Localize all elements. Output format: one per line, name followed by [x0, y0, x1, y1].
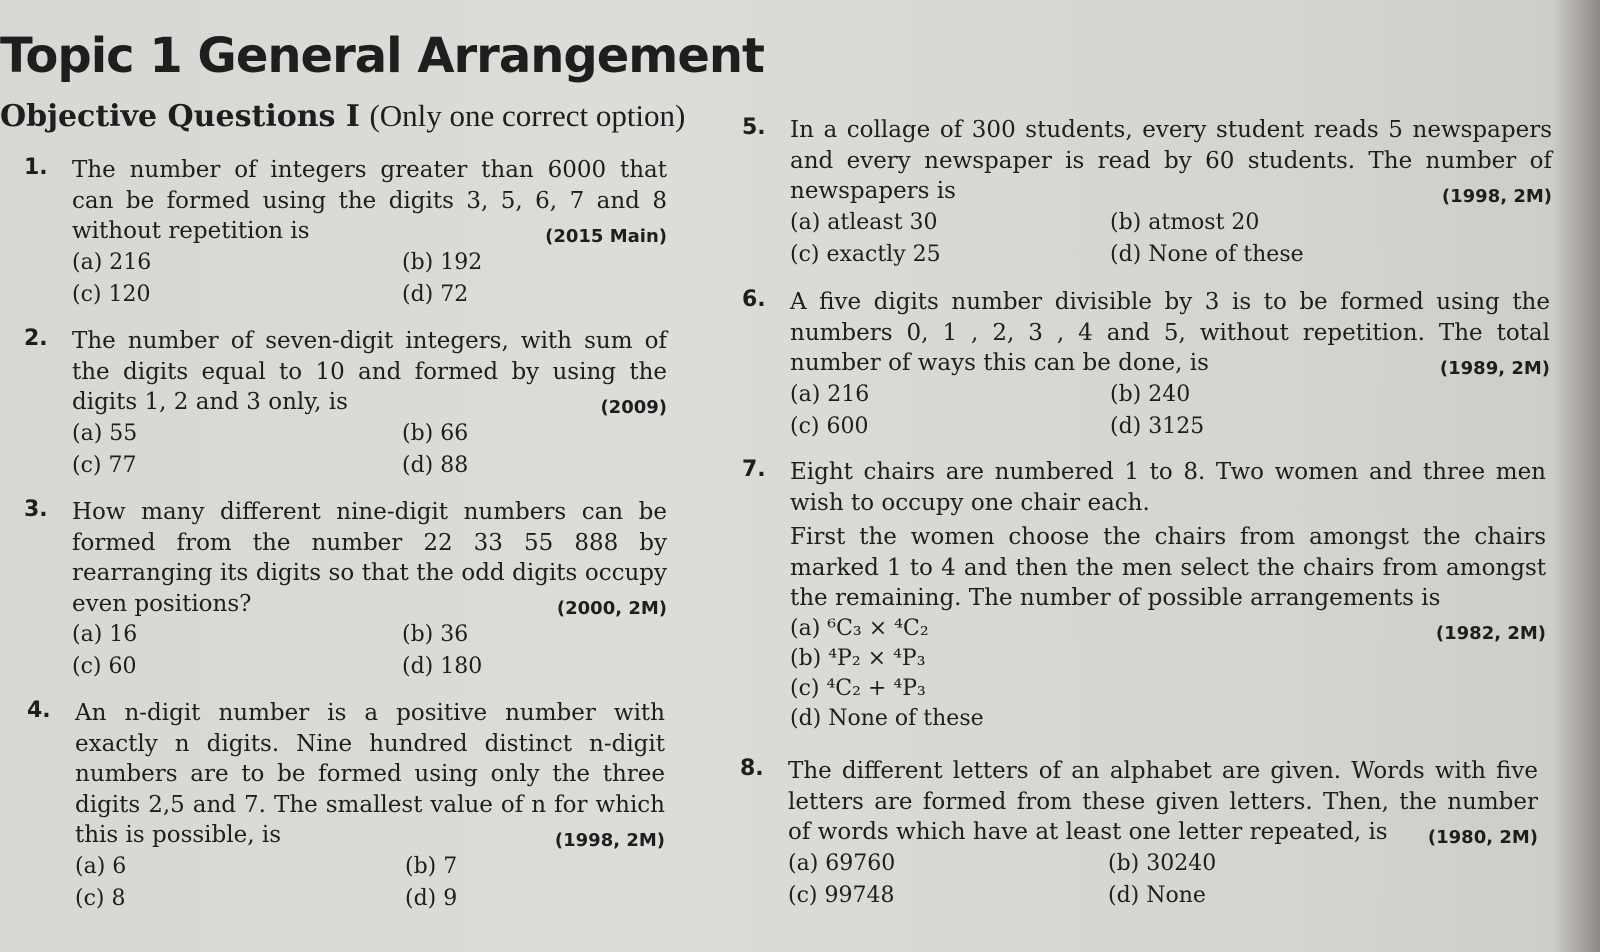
- question-2: [24, 326, 667, 482]
- option-b[interactable]: (b) 66: [402, 420, 469, 446]
- question-3: [24, 497, 667, 683]
- option-c[interactable]: (c) 120: [72, 281, 151, 307]
- options: [788, 848, 1538, 912]
- question-text: [790, 287, 1550, 379]
- question-year: (2000, 2M): [556, 598, 667, 619]
- option-c[interactable]: (c) 8: [75, 885, 126, 911]
- option-b[interactable]: (b) 192: [402, 249, 483, 275]
- question-6: [742, 287, 1550, 443]
- option-a[interactable]: (a) 216: [72, 249, 152, 275]
- option-c[interactable]: (c) exactly 25: [790, 241, 941, 267]
- option-c[interactable]: (c) 77: [72, 452, 137, 478]
- topic-title: Topic 1 General Arrangement: [0, 28, 764, 84]
- question-year: (2009): [600, 396, 667, 418]
- question-text: [75, 698, 665, 851]
- option-a[interactable]: (a) ⁶C₃ × ⁴C₂: [790, 615, 929, 641]
- option-c[interactable]: (c) ⁴C₂ + ⁴P₃: [790, 675, 926, 701]
- question-text-continued: First the women choose the chairs from amongst the chairs marked 1 to 4 and then the men select the chairs from amongst the remaining. The number of possible arrangements is: [790, 524, 1546, 611]
- question-year: (1989, 2M): [1439, 357, 1550, 379]
- question-7: [742, 457, 1546, 734]
- option-d[interactable]: (d) 9: [405, 885, 458, 911]
- option-b[interactable]: (b) 30240: [1108, 850, 1217, 876]
- option-b[interactable]: (b) 36: [402, 622, 469, 647]
- option-c[interactable]: (c) 99748: [788, 882, 895, 908]
- option-d[interactable]: (d) 72: [402, 281, 469, 307]
- options: [72, 247, 667, 311]
- option-b[interactable]: (b) atmost 20: [1110, 209, 1260, 235]
- question-number: 6.: [742, 287, 766, 312]
- question-body: In a collage of 300 students, every student reads 5 newspapers and every newspaper is read by 60 students. The number of newspapers is: [790, 117, 1552, 204]
- option-a[interactable]: (a) 55: [72, 420, 138, 446]
- option-a[interactable]: (a) 69760: [788, 850, 896, 876]
- question-number: 7.: [742, 457, 766, 482]
- question-year: (2015 Main): [545, 225, 667, 247]
- question-year: (1998, 2M): [554, 829, 665, 851]
- option-a[interactable]: (a) atleast 30: [790, 209, 938, 235]
- question-4: [27, 698, 665, 915]
- question-body: The number of integers greater than 6000 that can be formed using the digits 3, 5, 6, 7 and 8 without repetition is: [72, 157, 667, 244]
- option-d[interactable]: (d) None of these: [790, 705, 984, 731]
- subtitle-bold: Objective Questions I: [0, 99, 360, 134]
- question-text: Eight chairs are numbered 1 to 8. Two women and three men wish to occupy one chair each.: [790, 459, 1546, 516]
- options: [72, 418, 667, 482]
- question-body: A five digits number divisible by 3 is to be formed using the numbers 0, 1 , 2, 3 , 4 and 5, without repetition. The total number of ways this can be done, is: [790, 289, 1550, 376]
- options: [72, 619, 667, 683]
- options: [790, 614, 1546, 734]
- question-body: The different letters of an alphabet are given. Words with five letters are formed from these given letters. Then, the number of words which have at least one letter repeated, is: [788, 758, 1538, 845]
- question-body: The number of seven-digit integers, with sum of the digits equal to 10 and formed by using the digits 1, 2 and 3 only, is: [72, 328, 667, 415]
- options: [75, 851, 665, 915]
- option-d[interactable]: (d) None: [1108, 882, 1206, 908]
- question-text: [72, 155, 667, 247]
- question-year: (1982, 2M): [1435, 622, 1546, 644]
- option-c[interactable]: (c) 600: [790, 413, 869, 439]
- question-5: [742, 115, 1552, 271]
- question-text: [72, 326, 667, 418]
- question-8: [740, 756, 1538, 912]
- options: [790, 207, 1552, 271]
- section-subtitle: [0, 98, 685, 134]
- option-d[interactable]: (d) 88: [402, 452, 469, 478]
- question-text: [788, 756, 1538, 848]
- option-a[interactable]: (a) 6: [75, 853, 127, 879]
- question-number: 5.: [742, 115, 766, 140]
- option-b[interactable]: (b) ⁴P₂ × ⁴P₃: [790, 645, 926, 671]
- option-c[interactable]: (c) 60: [72, 654, 137, 679]
- question-text: [790, 115, 1552, 207]
- option-d[interactable]: (d) 3125: [1110, 413, 1205, 439]
- question-number: 2.: [24, 326, 48, 351]
- option-b[interactable]: (b) 240: [1110, 381, 1191, 407]
- question-1: [24, 155, 667, 311]
- question-number: 8.: [740, 756, 764, 781]
- subtitle-note: (Only one correct option): [369, 98, 686, 133]
- question-body: An n-digit number is a positive number with exactly n digits. Nine hundred distinct n-digit numbers are to be formed using only the three digits 2,5 and 7. The smallest value of n for which this is possible, is: [75, 700, 665, 848]
- question-number: 4.: [27, 698, 51, 723]
- question-number: 3.: [24, 497, 48, 522]
- option-d[interactable]: (d) 180: [402, 654, 483, 679]
- question-year: (1998, 2M): [1441, 185, 1552, 207]
- option-d[interactable]: (d) None of these: [1110, 241, 1304, 267]
- options: [790, 379, 1550, 443]
- option-b[interactable]: (b) 7: [405, 853, 458, 879]
- question-body: How many different nine-digit numbers can be formed from the number 22 33 55 888 by rearranging its digits so that the odd digits occupy even positions?: [72, 499, 667, 617]
- option-a[interactable]: (a) 216: [790, 381, 870, 407]
- question-text: [72, 497, 667, 619]
- option-a[interactable]: (a) 16: [72, 622, 138, 647]
- question-number: 1.: [24, 155, 48, 180]
- question-year: (1980, 2M): [1427, 826, 1538, 848]
